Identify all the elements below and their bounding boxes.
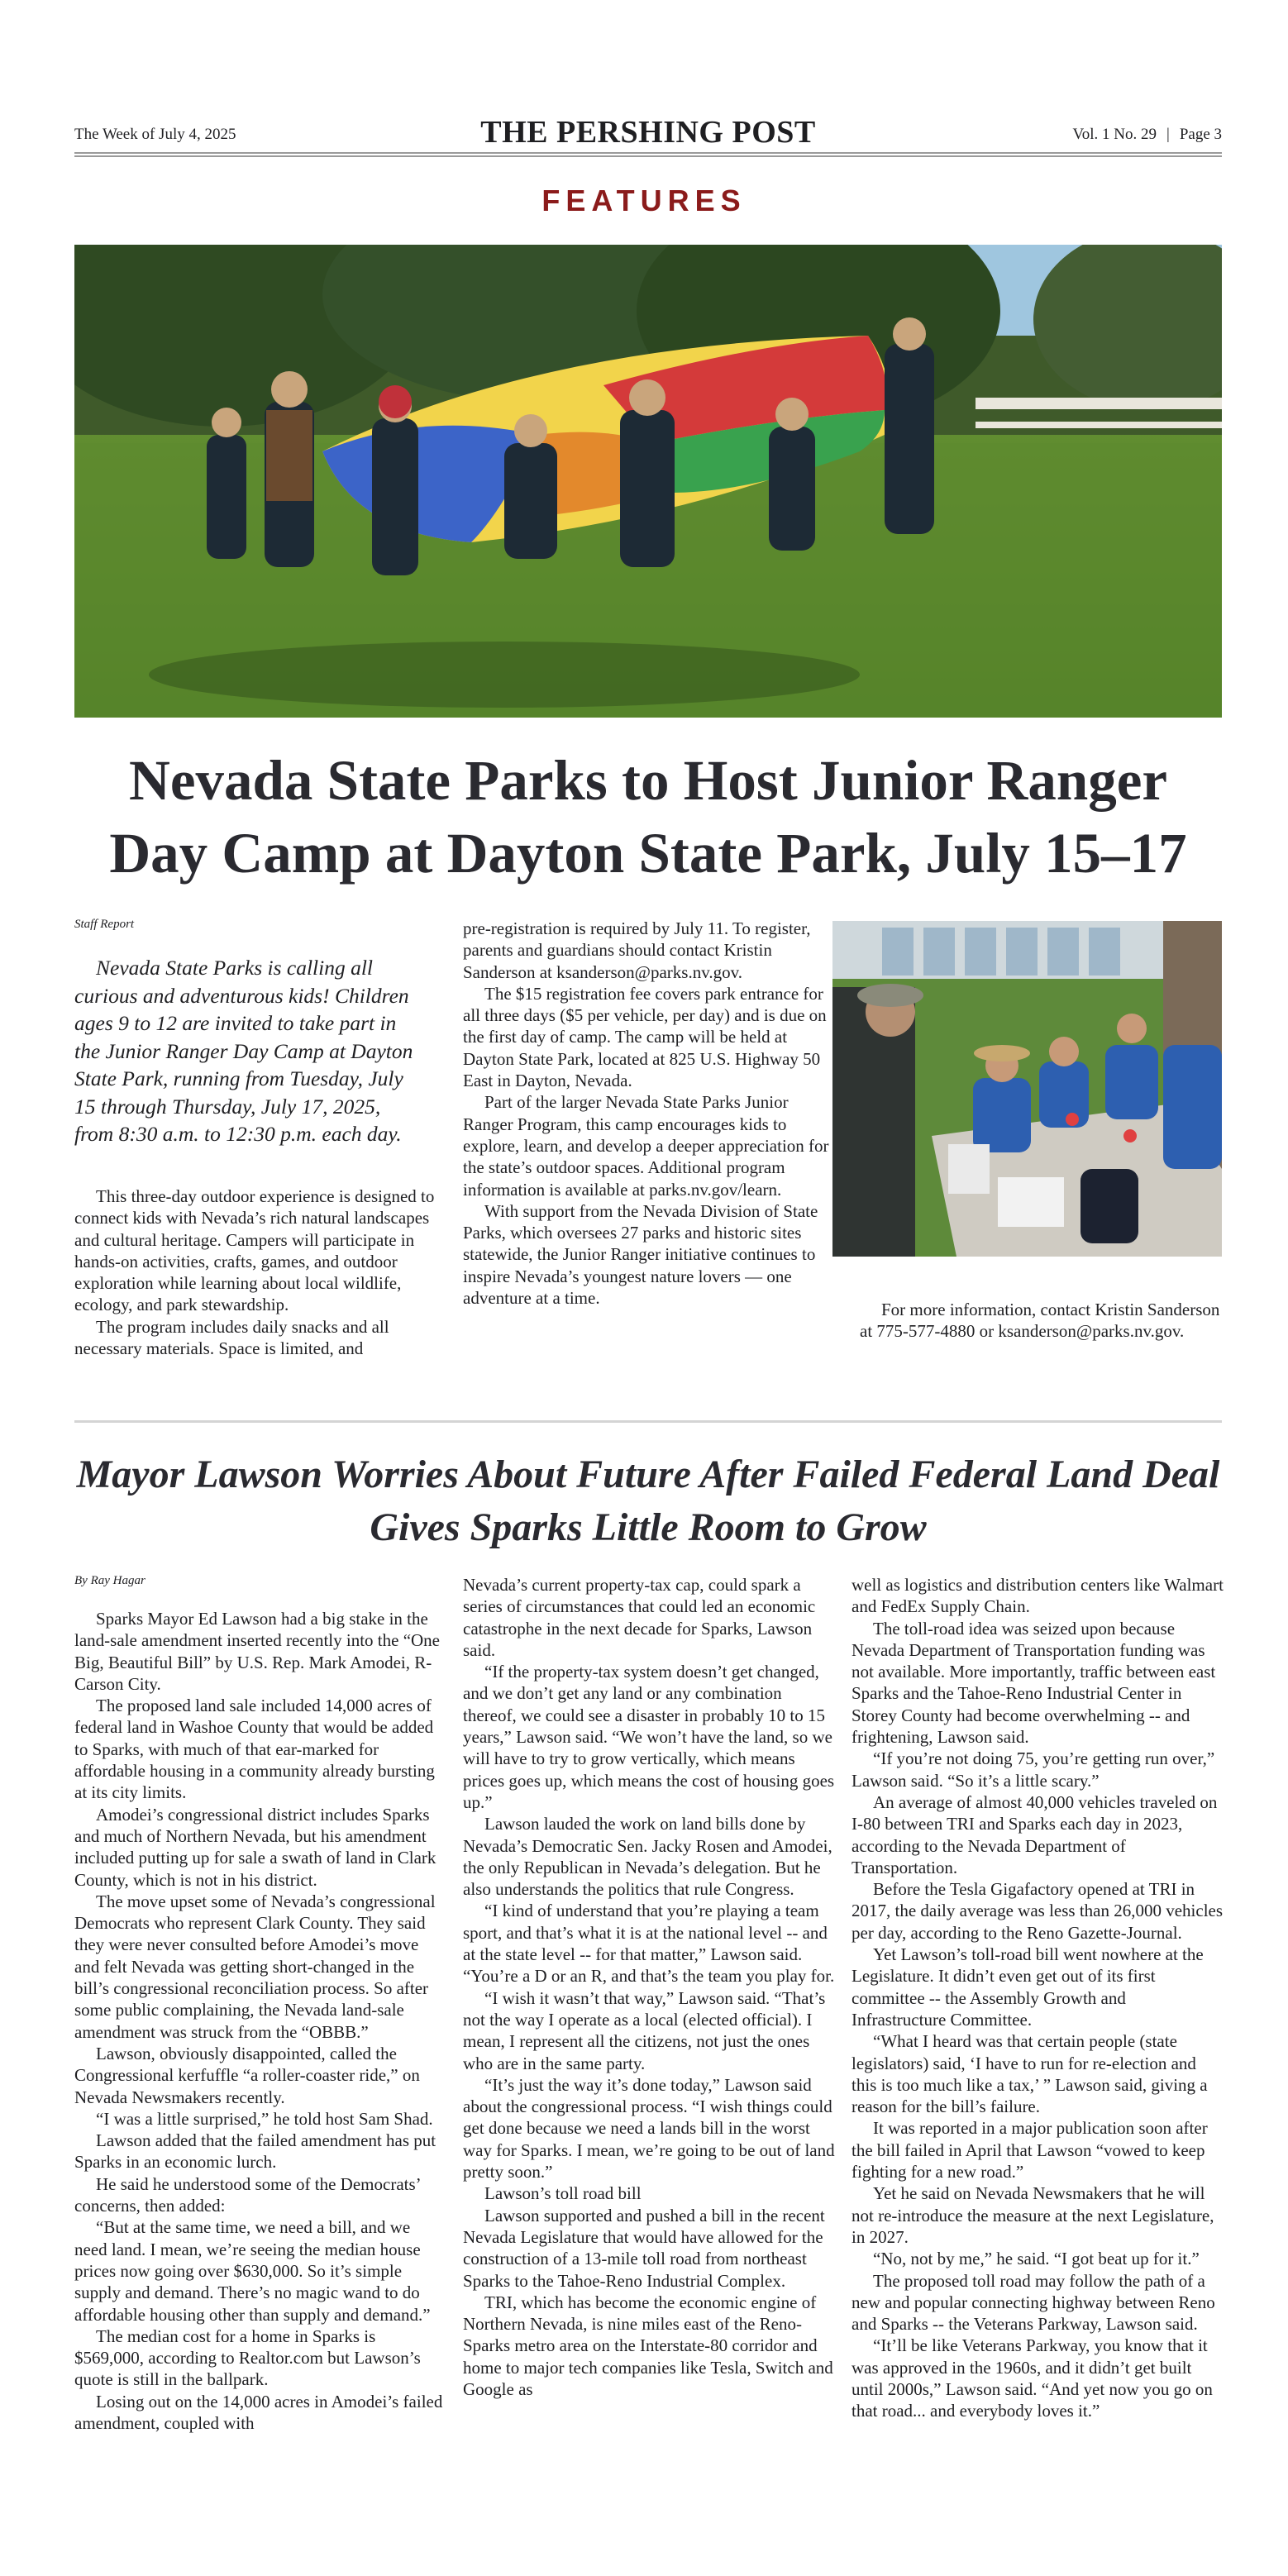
masthead-separator: | — [1166, 126, 1170, 143]
article2-column-2 — [463, 1574, 835, 2400]
paragraph: An average of almost 40,000 vehicles traveled on I-80 between TRI and Sparks each day in 2023, according to the Nevada Department of Transportation. — [852, 1791, 1218, 1877]
paragraph: Lawson added that the failed amendment has put Sparks in an economic lurch. — [74, 2130, 436, 2173]
paragraph: well as logistics and distribution centers like Walmart and FedEx Supply Chain. — [852, 1575, 1224, 1617]
paragraph: Before the Tesla Gigafactory opened at TRI in 2017, the daily average was less than 26,000 vehicles per day, according to the Reno Gazette-Journal. — [852, 1879, 1224, 1943]
paper-name: THE PERSHING POST — [480, 115, 816, 150]
children-with-parachute-photo — [74, 245, 1222, 718]
article1-lede — [74, 954, 422, 1148]
paragraph: “It’s just the way it’s done today,” Lawson said about the congressional process. “I wish things could get done because we need a lands bill in the worst way for Sparks. I mean, we’re going to be out of land pretty soon.” — [463, 2074, 835, 2182]
section-label: FEATURES — [541, 184, 747, 217]
paragraph: Losing out on the 14,000 acres in Amodei’s failed amendment, coupled with — [74, 2391, 443, 2433]
paragraph: The proposed land sale included 14,000 acres of federal land in Washoe County that would be added to Sparks, with much of that ear-marked for affordable housing in a community already bursting at its city limits. — [74, 1696, 435, 1803]
paragraph: This three-day outdoor experience is designed to connect kids with Nevada’s rich natural landscapes and cultural heritage. Campers will participate in hands-on activities, crafts, games, and outdoor exploration while learning about local wildlife, ecology, and park stewardship. — [74, 1186, 435, 1315]
paragraph: Yet he said on Nevada Newsmakers that he will not re-introduce the measure at the next Legislature, in 2027. — [852, 2183, 1214, 2247]
article1-headline: Nevada State Parks to Host Junior Ranger Day Camp at Dayton State Park, July 15–17 — [109, 749, 1187, 885]
paragraph: The program includes daily snacks and all necessary materials. Space is limited, and — [74, 1316, 389, 1359]
issue-info — [1072, 126, 1222, 144]
paragraph: The move upset some of Nevada’s congressional Democrats who represent Clark County. They said they were never consulted before Amodei’s move and felt Nevada was getting short-changed in the bill’s congressional reconciliation process. So after some public complaining, the Nevada land-sale amendment was struck from the “OBBB.” — [74, 1891, 436, 2042]
paragraph: “I wish it wasn’t that way,” Lawson said. “That’s not the way I operate as a local (elected official). I mean, I represent all the citizens, not just the ones who are in the same party. — [463, 1987, 826, 2073]
paragraph: “It’ll be like Veterans Parkway, you know that it was approved in the 1960s, and it didn’t get built until 2000s,” Lawson said. “And yet now you go on that road... and everybody loves it.” — [852, 2335, 1213, 2421]
craft-photo-graphic — [832, 921, 1222, 1257]
paragraph: Yet Lawson’s toll-road bill went nowhere at the Legislature. It didn’t even get out of its first committee -- the Assembly Growth and Infrastructure Committee. — [852, 1944, 1204, 2030]
masthead — [74, 114, 1222, 150]
paragraph: Nevada’s current property-tax cap, could spark a series of circumstances that could led an economic catastrophe in the next decade for Sparks, Lawson said. — [463, 1575, 816, 1660]
paragraph: Sparks Mayor Ed Lawson had a big stake in the land-sale amendment inserted recently into the “One Big, Beautiful Bill” by U.S. Rep. Mark Amodei, R-Carson City. — [74, 1609, 440, 1694]
paragraph: The toll-road idea was seized upon because Nevada Department of Transportation funding was not available. More importantly, traffic between east Sparks and the Tahoe-Reno Industrial Center in Storey County had become overwhelming -- and frightening, Lawson said. — [852, 1618, 1216, 1748]
paragraph: “No, not by me,” he said. “I got beat up for it.” — [873, 2249, 1200, 2269]
paragraph: For more information, contact Kristin Sanderson at 775-577-4880 or ksanderson@parks.nv.gov. — [860, 1300, 1220, 1342]
craft-table-photo — [832, 921, 1222, 1257]
paragraph: “I was a little surprised,” he told host Sam Shad. — [96, 2108, 433, 2129]
article2-column-1 — [74, 1608, 446, 2434]
paragraph: pre-registration is required by July 11. To register, parents and guardians should contact Kristin Sanderson at ksanderson@parks.nv.gov. — [463, 918, 811, 982]
paragraph: “What I heard was that certain people (state legislators) said, ‘I have to run for re-election and this is too much like a tax,’ ” Lawson said, giving a reason for the bill’s failure. — [852, 2031, 1208, 2117]
paragraph: Lawson lauded the work on land bills done by Nevada’s Democratic Sen. Jacky Rosen and Amodei, the only Republican in Nevada’s delegation. But he also understands the politics that rule Congress. — [463, 1814, 832, 1900]
paragraph: TRI, which has become the economic engine of Northern Nevada, is nine miles east of the Reno-Sparks metro area on the Interstate-80 corridor and home to major tech companies like Tesla, Switch and Google as — [463, 2292, 833, 2399]
paragraph: It was reported in a major publication soon after the bill failed in April that Lawson “vowed to keep fighting for a new road.” — [852, 2118, 1208, 2182]
paragraph: Part of the larger Nevada State Parks Junior Ranger Program, this camp encourages kids to explore, learn, and develop a deeper appreciation for the state’s outdoor spaces. Additional program information is available at parks.nv.gov/learn. — [463, 1092, 829, 1200]
paragraph: Lawson supported and pushed a bill in the recent Nevada Legislature that would have allowed for the construction of a 13-mile toll road from northeast Sparks to the Tahoe-Reno Industrial Complex. — [463, 2205, 825, 2291]
issue-week: The Week of July 4, 2025 — [74, 126, 236, 143]
article2-column-3 — [852, 1574, 1224, 2422]
volume-number: Vol. 1 No. 29 — [1072, 126, 1157, 143]
paragraph: He said he understood some of the Democrats’ concerns, then added: — [74, 2173, 421, 2216]
article1-byline: Staff Report — [74, 918, 135, 931]
paragraph: The proposed toll road may follow the path of a new and popular connecting highway between Reno and Sparks -- the Veterans Parkway, Lawson said. — [852, 2270, 1215, 2335]
subhead: Lawson’s toll road bill — [484, 2183, 642, 2204]
paragraph: “If you’re not doing 75, you’re getting run over,” Lawson said. “So it’s a little scary.” — [852, 1748, 1215, 1791]
paragraph: Lawson, obviously disappointed, called the Congressional kerfuffle “a roller-coaster ride,” on Nevada Newsmakers recently. — [74, 2043, 420, 2107]
article2-byline: By Ray Hagar — [74, 1574, 145, 1587]
paragraph: “But at the same time, we need a bill, and we need land. I mean, we’re seeing the median house prices now going over $630,000. So it’s simple supply and demand. There’s no magic wand to do affordable housing other than supply and demand.” — [74, 2217, 431, 2325]
paragraph: With support from the Nevada Division of State Parks, which oversees 27 parks and historic sites statewide, the Junior Ranger initiative continues to inspire Nevada’s youngest nature lovers — one adventure at a time. — [463, 1200, 818, 1309]
article2-headline: Mayor Lawson Worries About Future After Failed Federal Land Deal Gives Sparks Little Room to Grow — [76, 1453, 1220, 1549]
article-divider — [74, 1420, 1222, 1423]
article1-column-1 — [74, 1185, 446, 1359]
parachute-photo-graphic — [74, 245, 1222, 718]
article1-column-3 — [860, 1299, 1224, 1343]
paragraph: Amodei’s congressional district includes Sparks and much of Northern Nevada, but his amendment included putting up for sale a swath of land in Clark County, which is not in his district. — [74, 1804, 436, 1890]
paragraph: “I kind of understand that you’re playing a team sport, and that’s what it is at the national level -- and at the state level -- for that matter,” Lawson said. “You’re a D or an R, and that’s the team you play for. — [463, 1901, 835, 1987]
masthead-rule — [74, 152, 1222, 157]
article1-column-2 — [463, 918, 835, 1309]
lede-paragraph: Nevada State Parks is calling all curious and adventurous kids! Children ages 9 to 12 are invited to take part in the Junior Ranger Day Camp at Dayton State Park, running from Tuesday, July 15 through Thursday, July 17, 2025, from 8:30 a.m. to 12:30 p.m. each day. — [74, 956, 413, 1146]
paragraph: The median cost for a home in Sparks is $569,000, according to Realtor.com but Lawson’s quote is still in the ballpark. — [74, 2326, 421, 2390]
page-number: Page 3 — [1179, 126, 1222, 143]
paragraph: “If the property-tax system doesn’t get changed, and we don’t get any land or any combination thereof, we could see a disaster in probably 10 to 15 years,” Lawson said. “We won’t have the land, so we will have to try to grow vertically, which means prices goes up, which means the cost of housing goes up.” — [463, 1662, 835, 1812]
paragraph: The $15 registration fee covers park entrance for all three days ($5 per vehicle, per day) and is due on the first day of camp. The camp will be held at Dayton State Park, located at 825 U.S. Highway 50 East in Dayton, Nevada. — [463, 983, 827, 1091]
